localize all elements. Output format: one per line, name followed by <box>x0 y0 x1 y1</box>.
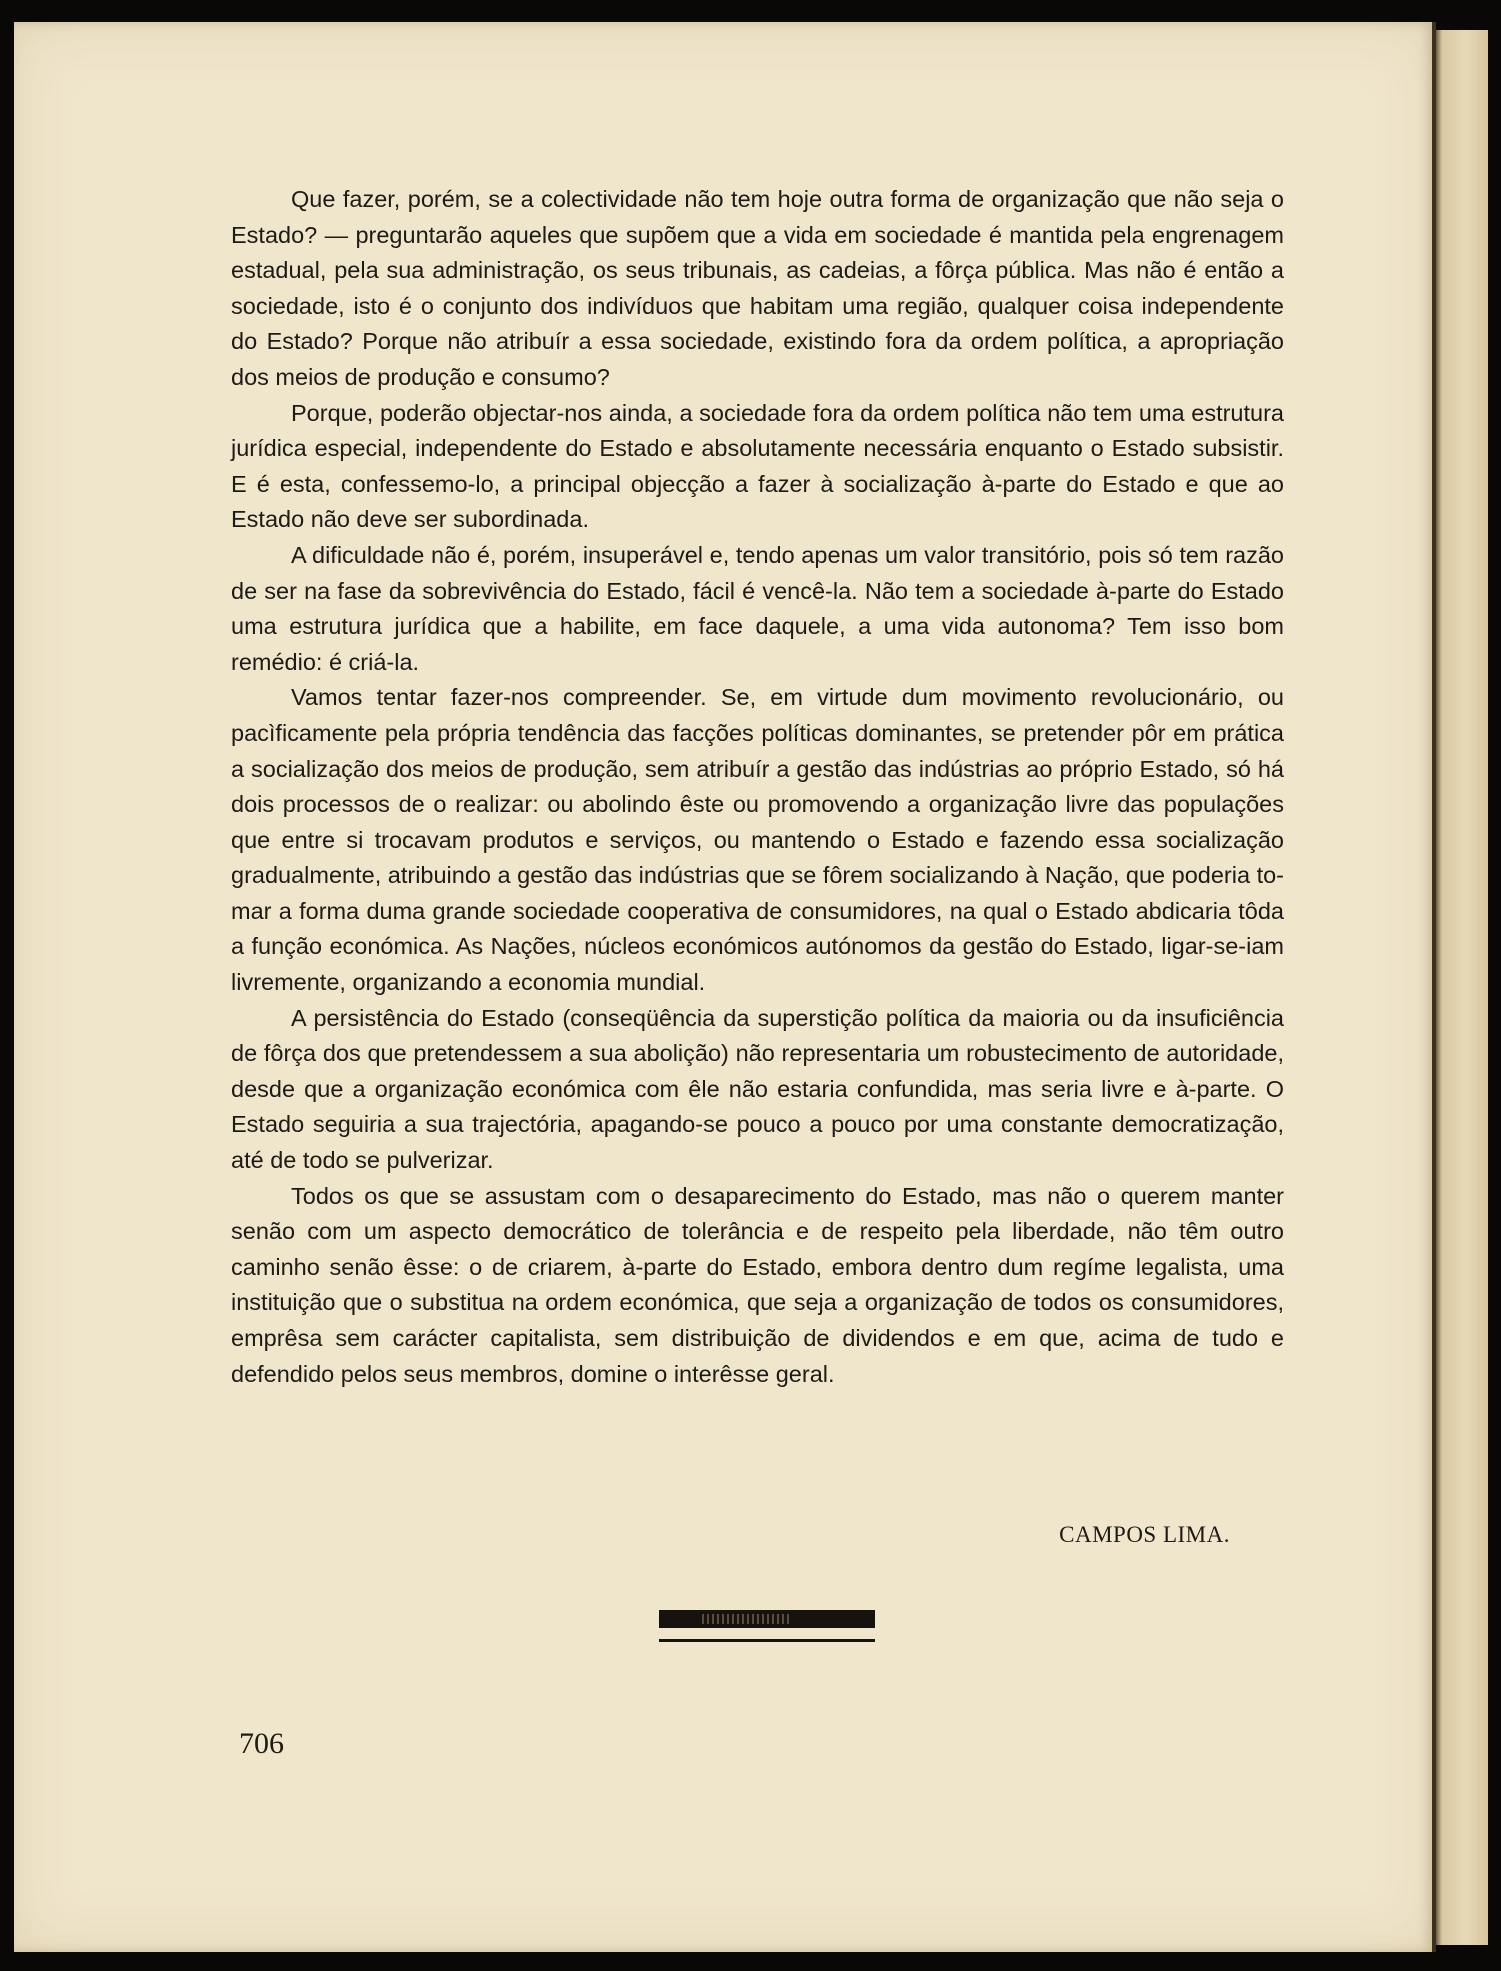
paragraph-5: A persistência do Estado (conseqüência da superstição política da maioria ou da insuficiência de fôrça dos que pretendessem a sua abolição) não representaria um robustecimento de autoridade, desde que a organização económica com êle não estaria confundida, mas seria livre e à-parte. O Estado seguiria a sua trajectória, apagando-se pouco a pouco por uma constante democratização, até de todo se pulverizar. <box>231 1004 1284 1174</box>
paragraph-4: Vamos tentar fazer-nos compreender. Se, em virtude dum movimento revolucionário, ou pacìficamente pela própria tendência das facções políticas dominantes, se pretender pôr em prática a socialização dos meios de produção, sem atribuír a gestão das indústrias ao próprio Estado, só há dois processos de o realizar: ou abolindo êste ou promovendo a organização livre das populações que entre si trocavam produtos e serviços, ou mantendo o Estado e fazendo essa socialização gradualmente, atribuindo a gestão das indústrias que se fôrem socializando à Nação, que poderia tomar a forma duma grande sociedade cooperativa de consumidores, na qual o Estado abdicaria tôda a função económica. As Nações, núcleos económicos autónomos da gestão do Estado, ligar-se-iam livremente, organizando a economia mundial. <box>231 684 1284 996</box>
paragraph-6: Todos os que se assustam com o desaparecimento do Estado, mas não o querem manter senão com um aspecto democrático de tolerância e de respeito pela liberdade, não têm outro caminho senão êsse: o de criarem, à-parte do Estado, embora dentro dum regíme legalista, uma instituição que o substitua na ordem económica, que seja a organização de todos os consumidores, emprêsa sem carácter capitalista, sem distribuição de dividendos e em que, acima de tudo e defendido pelos seus membros, domine o interêsse geral. <box>231 1182 1284 1387</box>
page-number: 706 <box>239 1727 284 1760</box>
paragraph-1: Que fazer, porém, se a colectividade não tem hoje outra forma de organização que não seja o Estado? — preguntarão aqueles que supõem que a vida em sociedade é mantida pela engrenagem estadual, pela sua administração, os seus tribunais, as cadeias, a fôrça pública. Mas não é então a sociedade, isto é o conjunto dos indivíduos que habitam uma região, qualquer coisa independente do Estado? Porque não atribuír a essa sociedade, existindo fora da ordem política, a apropriação dos meios de produção e consumo? <box>231 186 1284 390</box>
divider-rule <box>659 1639 875 1642</box>
divider-hatch <box>699 1614 789 1624</box>
paragraph-2: Porque, poderão objectar-nos ainda, a sociedade fora da ordem política não tem uma estrutura jurídica especial, independente do Estado e absolutamente necessária enquanto o Estado subsistir. E é esta, confessemo-lo, a principal objecção a fazer à socialização à-parte do Estado e que ao Estado não deve ser subordinada. <box>231 399 1284 533</box>
ornamental-divider <box>659 1610 875 1645</box>
paragraph-3: A dificuldade não é, porém, insuperável e, tendo apenas um valor transitório, pois só tem razão de ser na fase da sobrevivência do Estado, fácil é vencê-la. Não tem a sociedade à-parte do Estado uma estrutura jurídica que a habilite, em face daquele, a uma vida autonoma? Tem isso bom remédio: é criá-la. <box>231 541 1284 675</box>
article-body <box>231 182 1284 1392</box>
next-page-edge <box>1436 30 1488 1945</box>
author-signature: CAMPOS LIMA. <box>1059 1522 1230 1547</box>
